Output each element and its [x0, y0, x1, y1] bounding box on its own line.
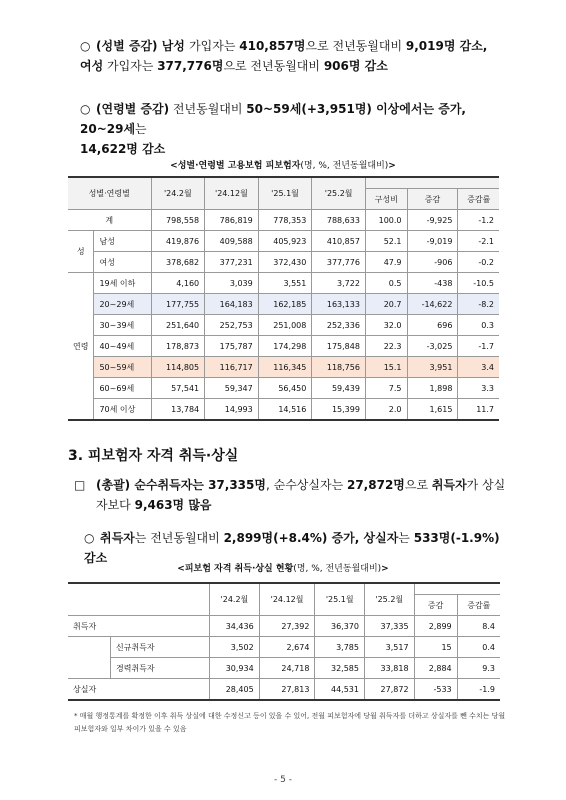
header-subcol: 구성비	[365, 189, 407, 210]
header-col: '24.12월	[259, 583, 315, 616]
table-row: 취득자 34,436 27,392 36,370 37,335 2,899 8.4	[68, 616, 500, 637]
table-row: 상실자 28,405 27,813 44,531 27,872 -533 -1.9	[68, 679, 500, 701]
bullet-summary: □ (총괄) 순수취득자는 37,335명, 순수상실자는 27,872명으로 취득자가 상실 자보다 9,463명 많음	[74, 475, 514, 515]
circle-bullet-icon: ○	[80, 39, 91, 53]
table-row-highlight: 20~29세 177,755 164,183 162,185 163,133 20.7 -14,622 -8.2	[68, 294, 499, 315]
header-col: '24.2월	[210, 583, 260, 616]
header-subcol: 증감률	[457, 595, 500, 616]
table-row: 40~49세 178,873 175,787 174,298 175,848 22.3 -3,025 -1.7	[68, 336, 499, 357]
table-header-row	[68, 583, 500, 595]
group-label-gender: 성	[68, 231, 94, 273]
table-row: 경력취득자 30,934 24,718 32,585 33,818 2,884 9.3	[68, 658, 500, 679]
table1-caption: <성별·연령별 고용보험 피보험자(명, %, 전년동월대비)>	[170, 161, 396, 171]
table-header-row	[68, 177, 499, 189]
header-col: '24.2월	[151, 177, 205, 210]
table-row-total: 계 798,558 786,819 778,353 788,633 100.0 -9,925 -1.2	[68, 210, 499, 231]
footnote: * 매월 행정통계를 확정한 이후 취득 상실에 대한 수정신고 등이 있을 수 있어, 전월 피보험자에 당월 취득자를 더하고 상실자를 뺀 수치는 당월 피보험자와 일부 차이가 있을 수 있음	[74, 712, 506, 733]
header-subcol: 증감률	[458, 189, 499, 210]
header-col: '25.1월	[258, 177, 312, 210]
header-col: '25.2월	[364, 583, 414, 616]
square-bullet-icon: □	[74, 478, 86, 492]
header-subcol: 증감	[414, 595, 457, 616]
group-label-age: 연령	[68, 273, 94, 421]
table-row: 60~69세 57,541 59,347 56,450 59,439 7.5 1,898 3.3	[68, 378, 499, 399]
table-row: 연령 19세 이하 4,160 3,039 3,551 3,722 0.5 -438 -10.5	[68, 273, 499, 294]
table-row: 여성 378,682 377,231 372,430 377,776 47.9 -906 -0.2	[68, 252, 499, 273]
circle-bullet-icon: ○	[80, 102, 91, 116]
table-row: 신규취득자 3,502 2,674 3,785 3,517 15 0.4	[68, 637, 500, 658]
bullet-prefix: (성별 증감)	[96, 39, 158, 53]
header-col: '24.12월	[205, 177, 259, 210]
table2-caption: <피보험 자격 취득·상실 현황(명, %, 전년동월대비)>	[177, 564, 389, 574]
section-heading: 3. 피보험자 자격 취득·상실	[68, 448, 239, 464]
circle-bullet-icon: ○	[84, 531, 95, 545]
insured-by-gender-age-table	[68, 176, 499, 421]
acquire-lose-table	[68, 582, 500, 701]
page-number: - 5 -	[274, 775, 292, 785]
bullet-age: ○ (연령별 증감) 전년동월대비 50~59세(+3,951명) 이상에서는 증가, 20~29세는 14,622명 감소	[80, 99, 510, 159]
bullet-gender: ○ (성별 증감) 남성 가입자는 410,857명으로 전년동월대비 9,019명 감소, 여성 가입자는 377,776명으로 전년동월대비 906명 감소	[80, 36, 510, 76]
bullet-acquire-lose: ○ 취득자는 전년동월대비 2,899명(+8.4%) 증가, 상실자는 533명(-1.9%) 감소	[84, 528, 514, 568]
header-col: '25.2월	[312, 177, 366, 210]
header-col: '25.1월	[315, 583, 365, 616]
table-row: 70세 이상 13,784 14,993 14,516 15,399 2.0 1,615 11.7	[68, 399, 499, 421]
header-subcol: 증감	[407, 189, 458, 210]
table-row: 성 남성 419,876 409,588 405,923 410,857 52.1 -9,019 -2.1	[68, 231, 499, 252]
table-row-highlight: 50~59세 114,805 116,717 116,345 118,756 15.1 3,951 3.4	[68, 357, 499, 378]
header-category: 성별·연령별	[68, 177, 151, 210]
table-row: 30~39세 251,640 252,753 251,008 252,336 32.0 696 0.3	[68, 315, 499, 336]
